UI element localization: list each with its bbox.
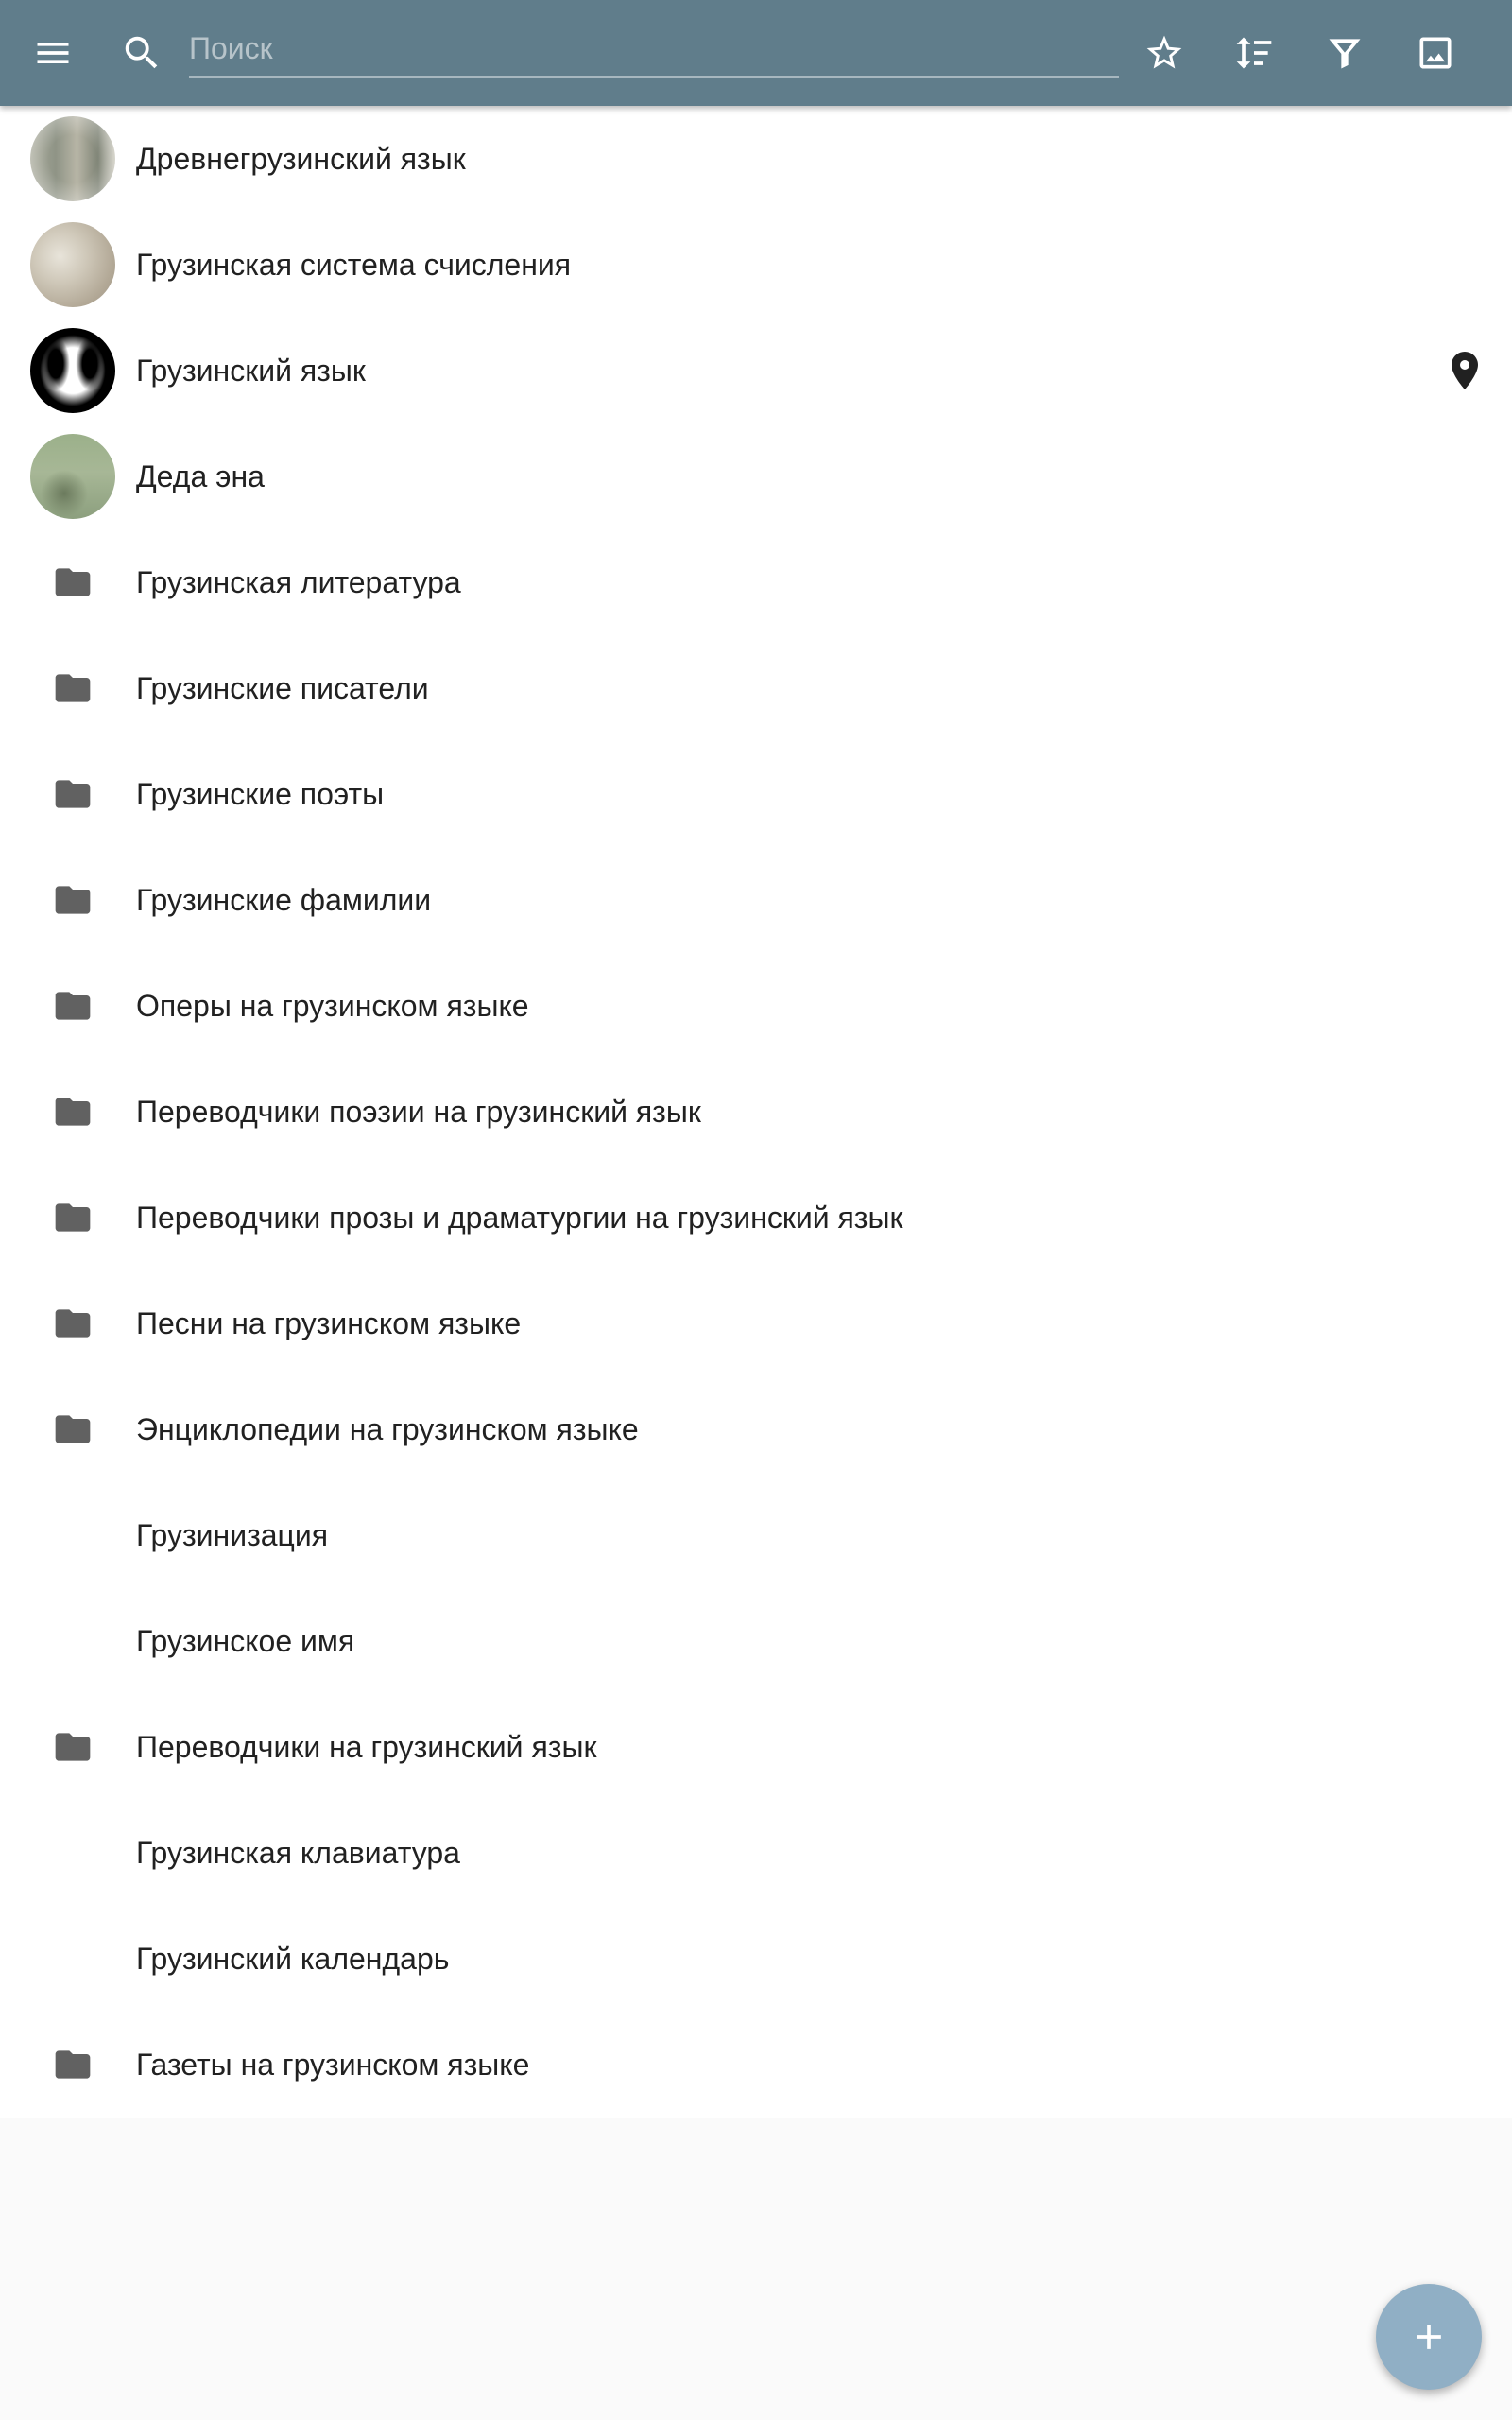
sort-icon [1233, 32, 1275, 74]
add-button[interactable] [1376, 2284, 1482, 2390]
list-item-label: Грузинизация [136, 1517, 329, 1552]
list-item-label: Грузинские поэты [136, 776, 385, 811]
folder-icon [30, 857, 115, 942]
list-item[interactable] [0, 953, 1512, 1059]
list-item[interactable] [0, 1376, 1512, 1482]
folder-icon [30, 752, 115, 837]
list-item-label: Грузинские писатели [136, 670, 429, 705]
list-item[interactable] [0, 1482, 1512, 1588]
list-item[interactable] [0, 106, 1512, 212]
avatar [30, 222, 115, 307]
search-input[interactable] [189, 21, 1119, 78]
sort-button[interactable] [1216, 15, 1292, 91]
list-item[interactable] [0, 212, 1512, 318]
plus-icon [1408, 2316, 1450, 2358]
list-item-label: Грузинский язык [136, 353, 366, 388]
article-list [0, 106, 1512, 2118]
filter-button[interactable] [1307, 15, 1383, 91]
list-item[interactable] [0, 1694, 1512, 1800]
image-toggle-button[interactable] [1398, 15, 1473, 91]
list-item[interactable] [0, 635, 1512, 741]
thumbnail [30, 434, 115, 519]
favorites-button[interactable] [1126, 15, 1202, 91]
filter-icon [1324, 32, 1366, 74]
list-item-label: Древнегрузинский язык [136, 141, 466, 176]
folder-icon [30, 1281, 115, 1366]
list-item-label: Деда эна [136, 458, 265, 493]
menu-button[interactable] [15, 15, 91, 91]
list-item[interactable] [0, 1800, 1512, 1906]
folder-icon [30, 1704, 115, 1789]
star-icon [1143, 32, 1185, 74]
list-item[interactable] [0, 741, 1512, 847]
list-item[interactable] [0, 424, 1512, 529]
list-item[interactable] [0, 529, 1512, 635]
folder-icon [30, 540, 115, 625]
thumbnail [30, 116, 115, 201]
folder-icon [30, 1175, 115, 1260]
list-item[interactable] [0, 847, 1512, 953]
avatar [30, 434, 115, 519]
thumbnail [30, 328, 115, 413]
folder-icon [30, 2022, 115, 2107]
list-item-label: Оперы на грузинском языке [136, 988, 529, 1023]
list-item[interactable] [0, 318, 1512, 424]
list-item-label: Грузинский календарь [136, 1941, 450, 1976]
list-item-label: Переводчики поэзии на грузинский язык [136, 1094, 701, 1129]
list-item[interactable] [0, 1588, 1512, 1694]
list-item[interactable] [0, 1270, 1512, 1376]
folder-icon [30, 1387, 115, 1472]
list-item-label: Грузинская литература [136, 564, 461, 599]
list-item-label: Грузинское имя [136, 1623, 355, 1658]
folder-icon [30, 646, 115, 731]
list-item[interactable] [0, 1165, 1512, 1270]
thumbnail [30, 222, 115, 307]
list-item-label: Грузинская система счисления [136, 247, 572, 282]
list-item[interactable] [0, 2012, 1512, 2118]
avatar [30, 116, 115, 201]
list-item-label: Грузинская клавиатура [136, 1835, 460, 1870]
location-pin-icon[interactable] [1442, 348, 1487, 393]
list-item-label: Песни на грузинском языке [136, 1305, 522, 1340]
list-item-label: Переводчики на грузинский язык [136, 1729, 597, 1764]
search-icon [104, 15, 180, 91]
menu-icon [32, 32, 74, 74]
list-item-label: Грузинские фамилии [136, 882, 432, 917]
list-item-label: Газеты на грузинском языке [136, 2047, 530, 2082]
folder-icon [30, 963, 115, 1048]
list-item[interactable] [0, 1906, 1512, 2012]
avatar [30, 328, 115, 413]
list-item[interactable] [0, 1059, 1512, 1165]
image-icon [1415, 32, 1456, 74]
top-app-bar [0, 0, 1512, 106]
list-item-label: Переводчики прозы и драматургии на грузинский язык [136, 1200, 903, 1235]
list-item-label: Энциклопедии на грузинском языке [136, 1411, 639, 1446]
folder-icon [30, 1069, 115, 1154]
